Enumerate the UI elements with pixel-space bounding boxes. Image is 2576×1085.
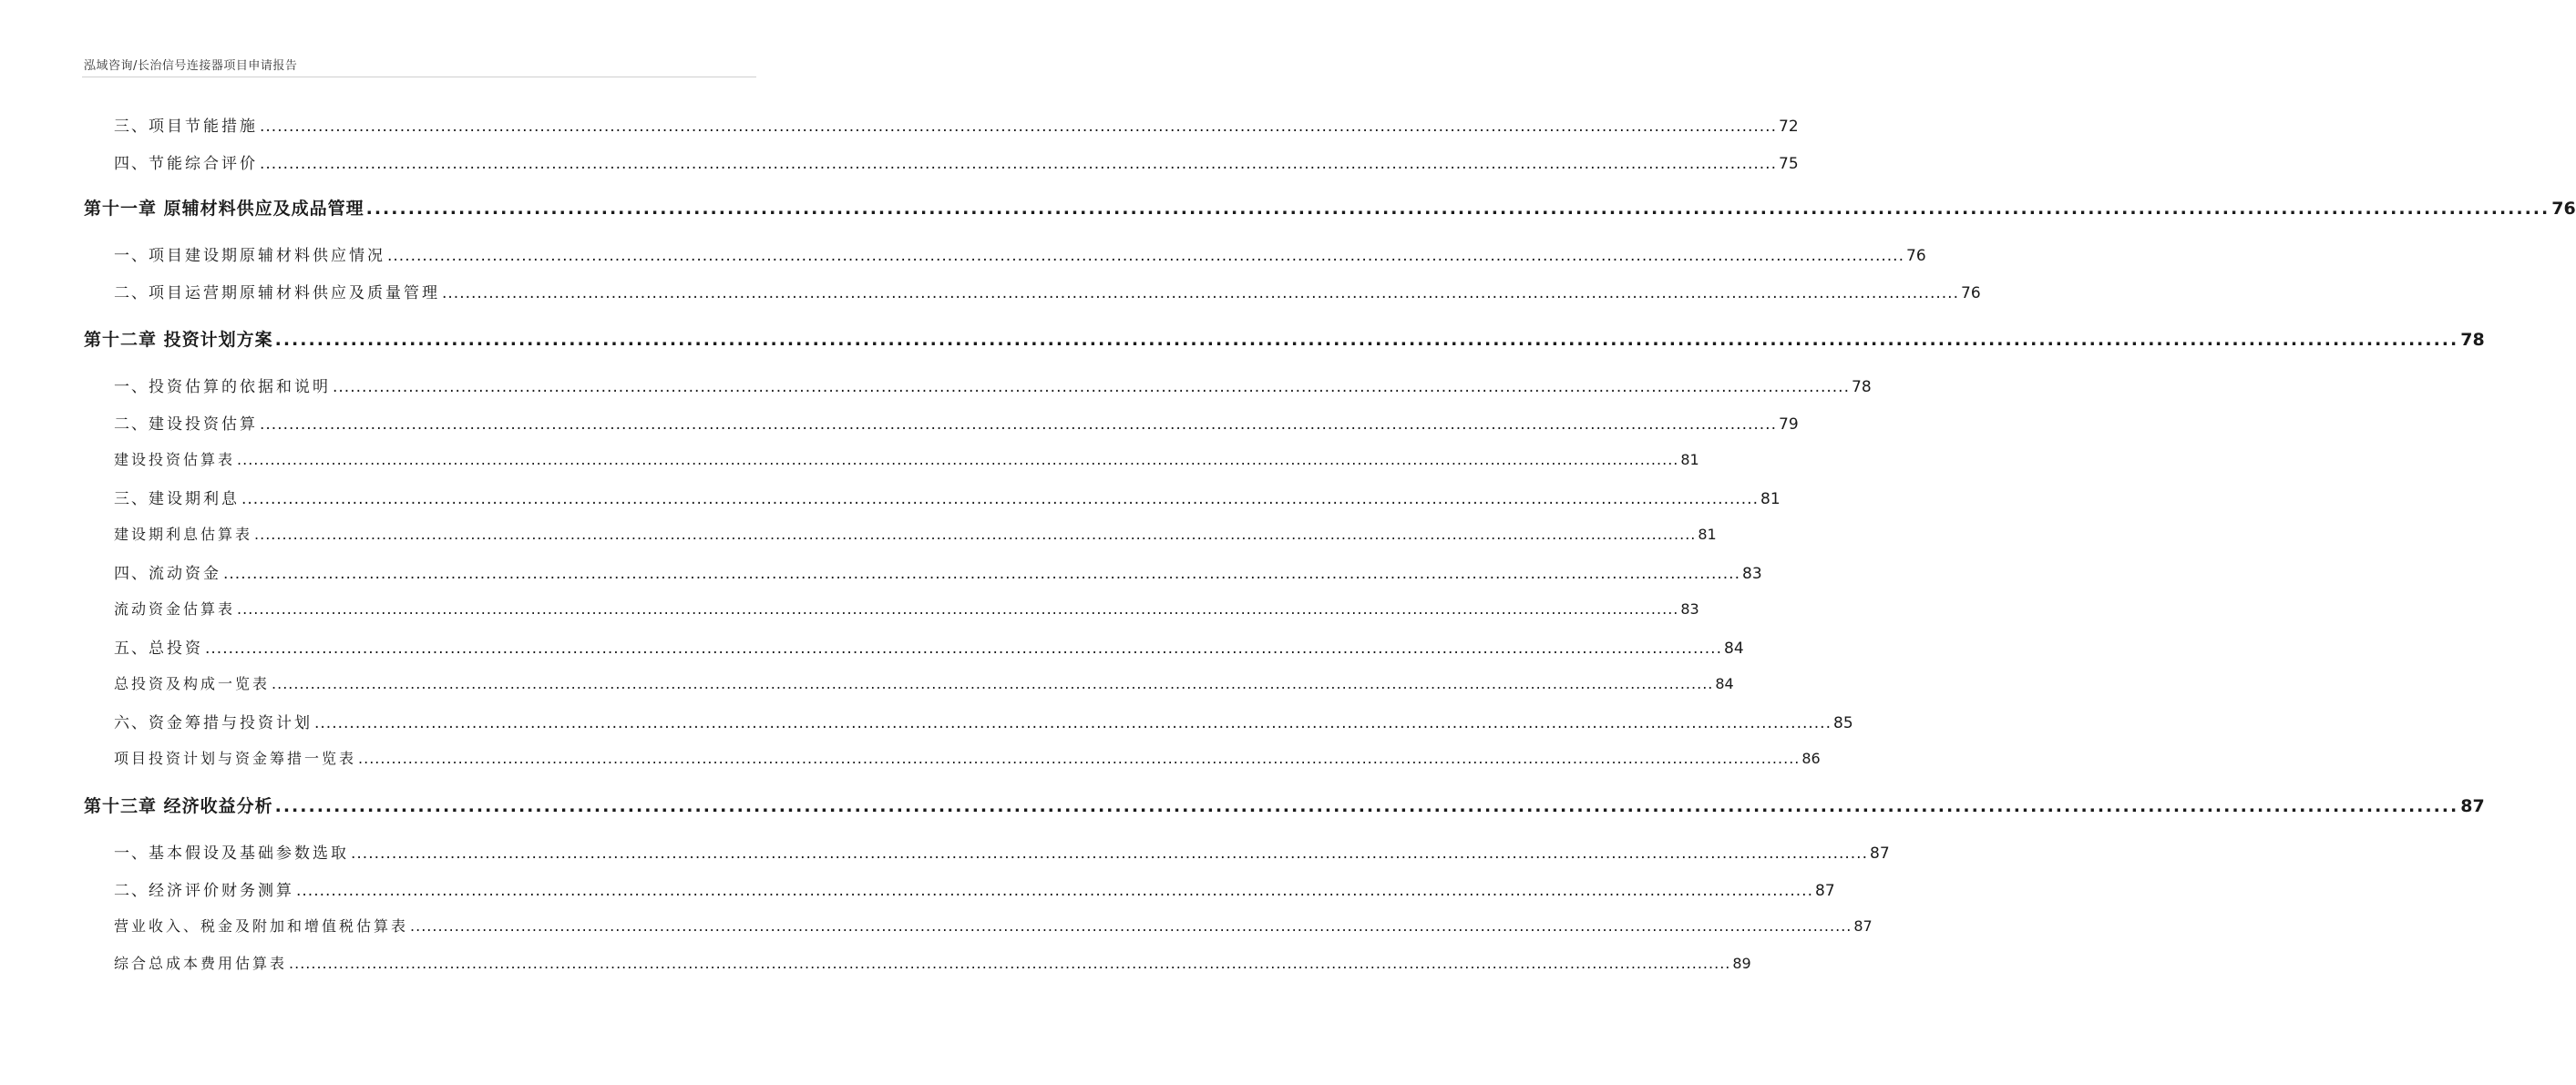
toc-page-number: 76 (1961, 284, 1981, 302)
toc-page-number: 87 (1815, 882, 1835, 900)
toc-entry-title: 建设投资估算 (149, 415, 258, 434)
toc-page-number: 81 (1760, 490, 1781, 508)
toc-dot-leader: .................................................................................................................................................................................................................................................................... (351, 844, 1868, 863)
toc-page-number: 75 (1779, 155, 1799, 173)
toc-page-number: 87 (2460, 796, 2485, 816)
toc-entry[interactable] (84, 952, 1751, 973)
toc-chapter-entry[interactable] (84, 793, 2485, 817)
toc-entry-number: 五、 (114, 640, 149, 658)
toc-entry[interactable] (84, 280, 1981, 302)
toc-entry-number: 一、 (114, 844, 149, 863)
toc-entry-title: 建设投资估算表 (114, 451, 236, 468)
toc-page-number: 81 (1698, 526, 1717, 543)
toc-entry-number: 一、 (114, 247, 149, 265)
toc-entry[interactable] (84, 411, 1799, 434)
toc-entry-title: 综合总成本费用估算表 (114, 955, 288, 972)
toc-dot-leader: .................................................................................................................................................................................................................................................................... (289, 955, 1731, 972)
toc-entry[interactable] (84, 877, 1835, 900)
toc-page-number: 76 (1906, 247, 1926, 265)
toc-entry[interactable] (84, 840, 1890, 863)
toc-entry[interactable] (84, 635, 1744, 658)
toc-entry-title: 总投资 (149, 640, 203, 658)
toc-dot-leader: .................................................................................................................................................................................................................................................................... (296, 882, 1813, 900)
toc-entry-number: 四、 (114, 565, 149, 583)
toc-dot-leader: .................................................................................................................................................................................................................................................................... (237, 451, 1679, 468)
toc-entry-title: 第十二章 投资计划方案 (84, 330, 273, 350)
toc-page-number: 78 (2460, 330, 2485, 350)
toc-dot-leader: .................................................................................................................................................................................................................................................................... (274, 330, 2459, 350)
toc-entry-number: 一、 (114, 378, 149, 396)
toc-dot-leader: .................................................................................................................................................................................................................................................................... (254, 526, 1697, 543)
toc-entry-number: 二、 (114, 882, 149, 900)
toc-dot-leader: .................................................................................................................................................................................................................................................................... (260, 155, 1777, 173)
toc-entry[interactable] (84, 710, 1853, 732)
toc-dot-leader: .................................................................................................................................................................................................................................................................... (387, 247, 1904, 265)
toc-entry-title: 总投资及构成一览表 (114, 675, 271, 692)
toc-chapter-entry[interactable] (84, 195, 2576, 220)
toc-entry-title: 建设期利息估算表 (114, 526, 253, 543)
toc-entry-title: 营业收入、税金及附加和增值税估算表 (114, 917, 409, 935)
toc-entry-title: 经济评价财务测算 (149, 882, 294, 900)
toc-entry[interactable] (84, 448, 1699, 469)
toc-entry-title: 建设期利息 (149, 490, 240, 508)
toc-entry[interactable] (84, 150, 1799, 173)
toc-entry[interactable] (84, 242, 1926, 265)
toc-page-number: 84 (1724, 640, 1744, 658)
toc-entry[interactable] (84, 747, 1821, 768)
toc-entry-number: 二、 (114, 284, 149, 302)
toc-entry-title: 第十一章 原辅材料供应及成品管理 (84, 199, 364, 219)
toc-chapter-entry[interactable] (84, 326, 2485, 351)
toc-entry[interactable] (84, 560, 1762, 583)
toc-entry[interactable] (84, 486, 1781, 508)
toc-entry-title: 项目投资计划与资金筹措一览表 (114, 750, 357, 767)
toc-entry-number: 三、 (114, 118, 149, 136)
toc-entry[interactable] (84, 915, 1873, 936)
toc-page-number: 87 (1870, 844, 1890, 863)
toc-entry-title: 项目建设期原辅材料供应情况 (149, 247, 385, 265)
toc-dot-leader: .................................................................................................................................................................................................................................................................... (205, 640, 1722, 658)
toc-entry-title: 资金筹措与投资计划 (149, 714, 313, 732)
toc-dot-leader: .................................................................................................................................................................................................................................................................... (241, 490, 1759, 508)
toc-page-number: 89 (1732, 955, 1751, 972)
toc-entry[interactable] (84, 523, 1717, 544)
toc-entry-title: 基本假设及基础参数选取 (149, 844, 349, 863)
toc-dot-leader: .................................................................................................................................................................................................................................................................... (272, 675, 1714, 692)
toc-entry-title: 节能综合评价 (149, 155, 258, 173)
toc-page-number: 79 (1779, 415, 1799, 434)
toc-dot-leader: .................................................................................................................................................................................................................................................................... (274, 796, 2459, 816)
toc-page-number: 83 (1680, 600, 1699, 618)
toc-entry-number: 六、 (114, 714, 149, 732)
toc-entry-title: 第十三章 经济收益分析 (84, 796, 273, 816)
toc-entry-title: 项目运营期原辅材料供应及质量管理 (149, 284, 440, 302)
page-header: 泓域咨询/长治信号连接器项目申请报告 (84, 59, 298, 73)
toc-entry[interactable] (84, 374, 1872, 396)
toc-entry-title: 流动资金 (149, 565, 221, 583)
toc-dot-leader: .................................................................................................................................................................................................................................................................... (333, 378, 1850, 396)
toc-page-number: 86 (1801, 750, 1821, 767)
toc-page-number: 84 (1715, 675, 1734, 692)
toc-page-number: 78 (1852, 378, 1872, 396)
toc-entry-title: 流动资金估算表 (114, 600, 236, 618)
toc-entry-title: 投资估算的依据和说明 (149, 378, 331, 396)
toc-dot-leader: .................................................................................................................................................................................................................................................................... (237, 600, 1679, 618)
toc-page-number: 83 (1742, 565, 1762, 583)
toc-page-number: 85 (1833, 714, 1853, 732)
toc-dot-leader: .................................................................................................................................................................................................................................................................... (314, 714, 1832, 732)
toc-dot-leader: .................................................................................................................................................................................................................................................................... (365, 199, 2550, 219)
toc-dot-leader: .................................................................................................................................................................................................................................................................... (410, 917, 1852, 935)
toc-dot-leader: .................................................................................................................................................................................................................................................................... (260, 118, 1777, 136)
toc-page-number: 76 (2551, 199, 2576, 219)
toc-dot-leader: .................................................................................................................................................................................................................................................................... (260, 415, 1777, 434)
toc-entry[interactable] (84, 672, 1734, 693)
toc-page-number: 81 (1680, 451, 1699, 468)
toc-entry[interactable] (84, 598, 1699, 619)
toc-dot-leader: .................................................................................................................................................................................................................................................................... (442, 284, 1959, 302)
toc-page-number: 72 (1779, 118, 1799, 136)
toc-entry-title: 项目节能措施 (149, 118, 258, 136)
toc-dot-leader: .................................................................................................................................................................................................................................................................... (358, 750, 1801, 767)
toc-entry-number: 三、 (114, 490, 149, 508)
toc-entry[interactable] (84, 113, 1799, 136)
toc-entry-number: 四、 (114, 155, 149, 173)
toc-page-number: 87 (1853, 917, 1873, 935)
toc-entry-number: 二、 (114, 415, 149, 434)
toc-dot-leader: .................................................................................................................................................................................................................................................................... (223, 565, 1740, 583)
